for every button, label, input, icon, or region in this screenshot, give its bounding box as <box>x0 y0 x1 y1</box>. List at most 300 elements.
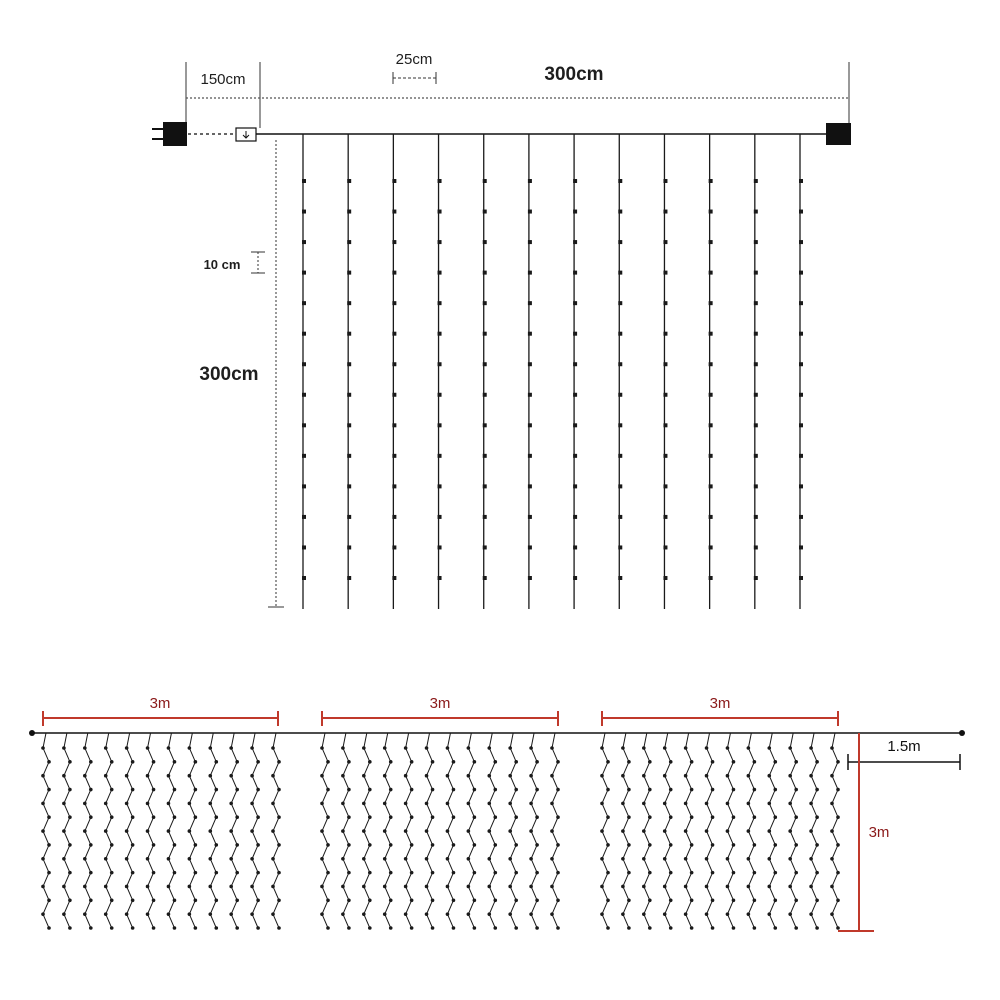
bulb <box>425 746 429 750</box>
bulb <box>368 843 372 847</box>
bulb <box>347 240 351 244</box>
bulb <box>320 774 324 778</box>
bulb <box>621 774 625 778</box>
bulb <box>208 829 212 833</box>
strand <box>642 733 652 930</box>
bulb <box>618 393 622 397</box>
bulb <box>836 788 840 792</box>
strand <box>573 134 577 609</box>
bulb <box>753 788 757 792</box>
bulb <box>326 843 330 847</box>
bulb <box>347 423 351 427</box>
bulb <box>705 802 709 806</box>
strand <box>250 733 260 930</box>
bulb <box>131 815 135 819</box>
bulb <box>467 912 471 916</box>
bulb <box>799 362 803 366</box>
bulb <box>271 746 275 750</box>
bulb <box>152 926 156 930</box>
bulb <box>621 857 625 861</box>
bulb <box>68 815 72 819</box>
bulb <box>173 871 177 875</box>
bulb <box>89 843 93 847</box>
bulb <box>493 815 497 819</box>
bulb <box>709 576 713 580</box>
bulb <box>600 802 604 806</box>
strand <box>347 134 351 609</box>
bulb <box>711 760 715 764</box>
bulb <box>705 746 709 750</box>
bulb <box>809 912 813 916</box>
bulb <box>535 899 539 903</box>
bulb <box>767 885 771 889</box>
bulb <box>621 912 625 916</box>
bulb <box>773 871 777 875</box>
bulb <box>452 843 456 847</box>
bulb <box>110 843 114 847</box>
strand <box>528 134 532 609</box>
bulb <box>302 240 306 244</box>
bulb <box>229 802 233 806</box>
bulb <box>621 885 625 889</box>
bulb <box>648 843 652 847</box>
bulb <box>573 576 577 580</box>
bulb <box>836 843 840 847</box>
bulb <box>438 362 442 366</box>
bulb <box>573 393 577 397</box>
bulb <box>528 271 532 275</box>
bulb <box>711 815 715 819</box>
bulb <box>256 899 260 903</box>
bulb <box>767 857 771 861</box>
bulb <box>131 871 135 875</box>
bulb <box>62 857 66 861</box>
bulb <box>368 871 372 875</box>
bulb <box>271 802 275 806</box>
bulb <box>528 301 532 305</box>
bulb <box>214 899 218 903</box>
bulb <box>389 899 393 903</box>
bulb <box>167 857 171 861</box>
bulb <box>528 515 532 519</box>
bulb <box>347 454 351 458</box>
bulb <box>368 760 372 764</box>
bulb <box>528 484 532 488</box>
bulb <box>754 423 758 427</box>
bottom-height-label: 3m <box>868 824 890 841</box>
bulb <box>392 393 396 397</box>
bulb <box>794 871 798 875</box>
bulb <box>446 912 450 916</box>
bulb <box>732 926 736 930</box>
bulb <box>208 746 212 750</box>
bulb <box>368 815 372 819</box>
bulb <box>627 760 631 764</box>
bulb <box>104 802 108 806</box>
bulb <box>341 802 345 806</box>
bulb <box>83 774 87 778</box>
bulb <box>732 871 736 875</box>
bulb <box>89 788 93 792</box>
width-label: 300cm <box>544 64 604 85</box>
bulb <box>753 843 757 847</box>
bulb <box>362 912 366 916</box>
bulb <box>726 912 730 916</box>
bulb <box>383 829 387 833</box>
bulb <box>326 760 330 764</box>
bulb <box>125 746 129 750</box>
bottom-strands <box>41 733 840 930</box>
bulb <box>788 746 792 750</box>
bulb <box>705 912 709 916</box>
bulb <box>188 912 192 916</box>
bulb <box>146 857 150 861</box>
bulb <box>767 912 771 916</box>
bulb <box>642 857 646 861</box>
bulb <box>627 788 631 792</box>
strand <box>788 733 798 930</box>
bulb <box>788 829 792 833</box>
bulb <box>556 843 560 847</box>
bulb <box>493 788 497 792</box>
bulb <box>573 362 577 366</box>
bulb <box>528 332 532 336</box>
bulb <box>754 210 758 214</box>
bulb <box>754 179 758 183</box>
bulb <box>467 774 471 778</box>
bulb <box>754 301 758 305</box>
bulb <box>404 912 408 916</box>
bulb <box>528 393 532 397</box>
bulb <box>528 240 532 244</box>
bulb <box>146 746 150 750</box>
strand <box>754 134 758 609</box>
bulb <box>809 774 813 778</box>
bulb <box>473 760 477 764</box>
strand <box>320 733 330 930</box>
bulb <box>110 899 114 903</box>
bulb <box>709 454 713 458</box>
bulb <box>528 423 532 427</box>
bulb <box>663 885 667 889</box>
bulb <box>341 746 345 750</box>
bulb <box>302 179 306 183</box>
bulb <box>250 774 254 778</box>
bulb <box>68 871 72 875</box>
bulb <box>446 857 450 861</box>
bulb <box>89 871 93 875</box>
panel-2-dimension <box>322 711 558 726</box>
cable-length-label: 150cm <box>200 71 246 88</box>
bulb <box>438 484 442 488</box>
bulb <box>173 815 177 819</box>
bulb <box>208 912 212 916</box>
bulb <box>214 760 218 764</box>
bulb <box>347 871 351 875</box>
bulb <box>556 899 560 903</box>
bulb <box>326 815 330 819</box>
bulb <box>362 746 366 750</box>
bulb <box>606 788 610 792</box>
bulb <box>194 815 198 819</box>
bulb <box>347 899 351 903</box>
bulb <box>799 576 803 580</box>
bulb <box>389 760 393 764</box>
bulb <box>487 829 491 833</box>
panel-1-width-label: 3m <box>149 695 171 712</box>
bulb <box>642 774 646 778</box>
strand <box>705 733 715 930</box>
bulb <box>347 545 351 549</box>
bulb <box>487 774 491 778</box>
bulb <box>404 746 408 750</box>
bulb <box>47 871 51 875</box>
bulb <box>214 788 218 792</box>
bulb <box>404 802 408 806</box>
bulb <box>836 760 840 764</box>
bulb <box>131 843 135 847</box>
bulb <box>606 926 610 930</box>
strand <box>229 733 239 930</box>
bulb <box>648 871 652 875</box>
bulb <box>473 788 477 792</box>
bulb <box>705 885 709 889</box>
panel-3-width-label: 3m <box>709 695 731 712</box>
strand <box>362 733 372 930</box>
bulb <box>690 788 694 792</box>
bulb <box>302 545 306 549</box>
bulb <box>104 774 108 778</box>
bulb <box>684 774 688 778</box>
bulb <box>529 857 533 861</box>
bulb <box>663 332 667 336</box>
bulb <box>788 857 792 861</box>
bulb <box>600 746 604 750</box>
bulb <box>302 393 306 397</box>
bulb <box>404 857 408 861</box>
bulb <box>68 899 72 903</box>
bulb <box>438 423 442 427</box>
bulb <box>277 843 281 847</box>
panel-2-width-label: 3m <box>429 695 451 712</box>
bulb <box>732 760 736 764</box>
bulb <box>302 210 306 214</box>
strand <box>392 134 396 609</box>
bulb <box>642 885 646 889</box>
bulb <box>493 926 497 930</box>
bulb <box>600 829 604 833</box>
bulb <box>663 301 667 305</box>
bulb <box>684 829 688 833</box>
bulb <box>152 815 156 819</box>
bulb <box>326 926 330 930</box>
bulb <box>347 576 351 580</box>
bulb <box>709 545 713 549</box>
bulb <box>642 746 646 750</box>
bulb <box>446 802 450 806</box>
bulb <box>146 885 150 889</box>
bulb <box>794 815 798 819</box>
bulb <box>41 802 45 806</box>
bulb <box>830 885 834 889</box>
bulb <box>62 774 66 778</box>
bulb <box>799 515 803 519</box>
bulb <box>302 301 306 305</box>
bulb <box>431 899 435 903</box>
bulb <box>830 774 834 778</box>
bulb <box>550 774 554 778</box>
bulb <box>467 857 471 861</box>
bulb <box>173 788 177 792</box>
bulb <box>711 871 715 875</box>
bulb <box>431 815 435 819</box>
bulb <box>188 829 192 833</box>
bulb <box>493 843 497 847</box>
strand <box>167 733 177 930</box>
strand <box>104 733 114 930</box>
bulb <box>438 210 442 214</box>
bulb <box>836 899 840 903</box>
bulb <box>446 774 450 778</box>
bulb <box>438 179 442 183</box>
bulb <box>663 240 667 244</box>
bulb <box>705 774 709 778</box>
bulb <box>483 210 487 214</box>
strand <box>767 733 777 930</box>
bulb <box>320 857 324 861</box>
bulb <box>809 885 813 889</box>
bulb <box>815 815 819 819</box>
bulb <box>438 271 442 275</box>
bulb <box>711 926 715 930</box>
bulb <box>425 829 429 833</box>
bulb <box>83 829 87 833</box>
bulb <box>320 885 324 889</box>
bulb <box>690 815 694 819</box>
bulb <box>669 788 673 792</box>
bulb <box>799 484 803 488</box>
bulb <box>773 899 777 903</box>
bulb <box>362 774 366 778</box>
bulb <box>194 926 198 930</box>
bulb <box>392 240 396 244</box>
bulb <box>410 899 414 903</box>
bulb <box>277 760 281 764</box>
bulb <box>528 576 532 580</box>
bulb <box>618 484 622 488</box>
bulb <box>446 829 450 833</box>
bulb <box>271 857 275 861</box>
bulb <box>550 857 554 861</box>
bulb <box>89 899 93 903</box>
bulb <box>648 760 652 764</box>
bulb <box>473 815 477 819</box>
bulb <box>709 179 713 183</box>
bulb <box>711 843 715 847</box>
bulb <box>68 788 72 792</box>
bulb <box>627 899 631 903</box>
bulb <box>618 362 622 366</box>
bulb <box>131 760 135 764</box>
bulb <box>493 871 497 875</box>
bulb <box>747 746 751 750</box>
strand <box>146 733 156 930</box>
bulb <box>214 843 218 847</box>
bulb <box>773 788 777 792</box>
bulb <box>410 926 414 930</box>
bulb <box>438 332 442 336</box>
bulb <box>302 332 306 336</box>
bulb <box>732 815 736 819</box>
bulb <box>250 829 254 833</box>
bulb <box>690 760 694 764</box>
bulb <box>62 746 66 750</box>
bulb <box>110 926 114 930</box>
bulb <box>573 210 577 214</box>
strand-spacing-indicator <box>393 72 436 84</box>
strand <box>438 134 442 609</box>
bulb <box>836 871 840 875</box>
bulb <box>815 899 819 903</box>
bulb <box>830 829 834 833</box>
strand <box>446 733 456 930</box>
panel-1-dimension <box>43 711 278 726</box>
strand <box>830 733 840 930</box>
bulb <box>425 802 429 806</box>
bulb <box>347 788 351 792</box>
lead-cable-label: 1.5m <box>887 738 921 755</box>
bulb <box>62 912 66 916</box>
bulb <box>705 829 709 833</box>
bulb <box>404 774 408 778</box>
bulb <box>514 926 518 930</box>
bulb <box>425 774 429 778</box>
bulb <box>194 843 198 847</box>
bulb <box>41 746 45 750</box>
bulb <box>235 871 239 875</box>
bulb <box>89 926 93 930</box>
bulb <box>347 760 351 764</box>
bulb <box>642 829 646 833</box>
bulb <box>194 899 198 903</box>
bulb <box>528 362 532 366</box>
bulb <box>618 515 622 519</box>
bulb <box>473 871 477 875</box>
bulb <box>235 899 239 903</box>
bulb <box>726 885 730 889</box>
bulb <box>68 760 72 764</box>
bulb <box>550 885 554 889</box>
bulb <box>809 857 813 861</box>
bulb <box>392 454 396 458</box>
bulb <box>794 926 798 930</box>
strand <box>726 733 736 930</box>
bulb <box>493 899 497 903</box>
bulb <box>514 871 518 875</box>
bulb <box>392 576 396 580</box>
bulb <box>229 857 233 861</box>
bulb <box>47 815 51 819</box>
bulb <box>663 912 667 916</box>
bulb <box>709 240 713 244</box>
bulb <box>392 179 396 183</box>
bulb <box>302 484 306 488</box>
bulb <box>709 393 713 397</box>
bulb <box>277 815 281 819</box>
bulb <box>167 802 171 806</box>
bulb <box>347 393 351 397</box>
bulb <box>508 857 512 861</box>
